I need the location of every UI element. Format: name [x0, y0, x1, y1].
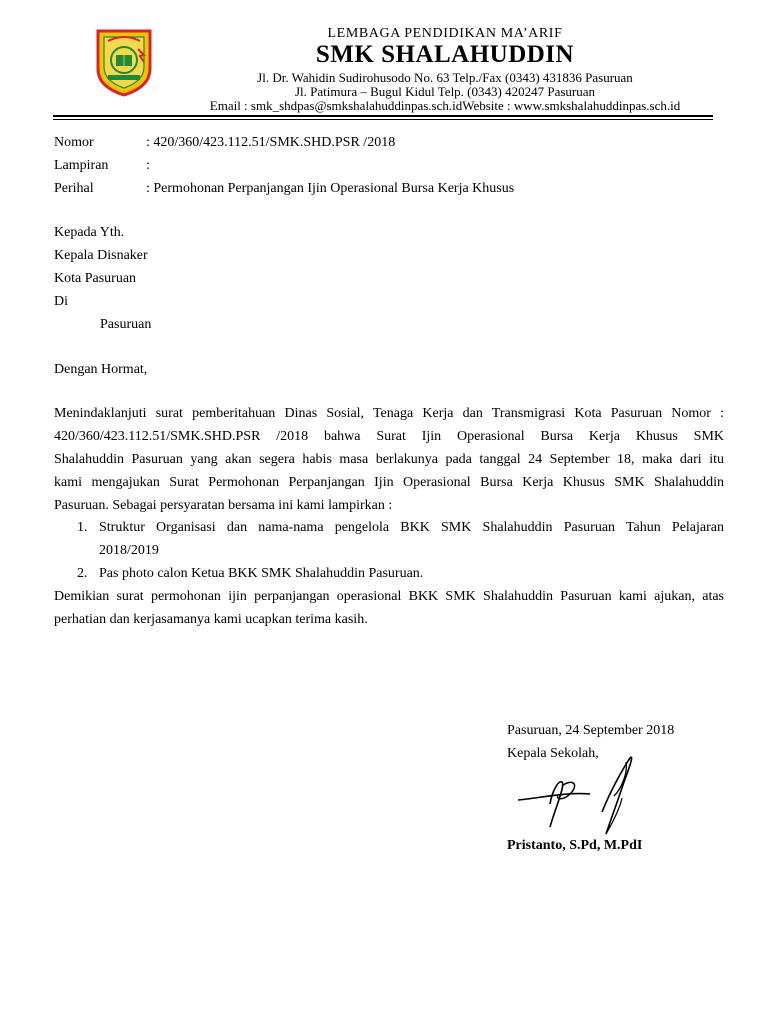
letterhead-divider-thin	[53, 119, 713, 120]
list-number: 2.	[77, 566, 88, 581]
address-line-2: Jl. Patimura – Bugul Kidul Telp. (0343) 420247 Pasuruan	[295, 84, 595, 99]
greeting: Dengan Hormat,	[54, 362, 148, 377]
perihal-label: Perihal	[54, 181, 94, 196]
list-item-line: Struktur Organisasi dan nama-nama pengelola BKK SMK Shalahuddin Pasuruan Tahun Pelajaran	[99, 520, 724, 535]
recipient-line: Kepada Yth.	[54, 225, 125, 240]
list-item-line: 2018/2019	[99, 543, 159, 558]
letterhead-divider	[53, 115, 713, 117]
school-name: SMK SHALAHUDDIN	[315, 41, 575, 68]
paragraph-line: Menindaklanjuti surat pemberitahuan Dinas Sosial, Tenaga Kerja dan Transmigrasi Kota Pasuruan Nomor :	[54, 406, 724, 421]
lampiran-label: Lampiran	[54, 158, 109, 173]
recipient-city: Pasuruan	[100, 317, 152, 332]
nomor-label: Nomor	[54, 135, 94, 150]
paragraph-line: Shalahuddin Pasuruan yang akan segera habis masa berlakunya pada tanggal 24 September 18, maka dari itu	[54, 452, 724, 467]
institution-name: LEMBAGA PENDIDIKAN MA’ARIF	[327, 26, 563, 41]
paragraph-line: Demikian surat permohonan ijin perpanjangan operasional BKK SMK Shalahuddin Pasuruan kami ajukan, atas	[54, 589, 724, 604]
list-item	[99, 516, 724, 562]
signer-position: Kepala Sekolah,	[507, 746, 599, 761]
recipient-line: Kota Pasuruan	[54, 271, 137, 286]
body-paragraph	[54, 402, 724, 517]
paragraph-line: perhatian dan kerjasamanya kami ucapkan terima kasih.	[54, 612, 368, 627]
place-date: Pasuruan, 24 September 2018	[507, 723, 675, 738]
paragraph-line: Pasuruan. Sebagai persyaratan bersama ini kami lampirkan :	[54, 498, 393, 513]
lampiran-value: :	[146, 158, 150, 173]
paragraph-line: kami mengajukan Surat Permohonan Perpanjangan Ijin Operasional Bursa Kerja Khusus SMK Shalahuddin	[54, 475, 724, 490]
signer-name: Pristanto, S.Pd, M.PdI	[507, 838, 643, 853]
list-number: 1.	[77, 520, 88, 535]
perihal-value: : Permohonan Perpanjangan Ijin Operasional Bursa Kerja Khusus	[146, 181, 515, 196]
recipient-line: Kepala Disnaker	[54, 248, 148, 263]
list-item	[99, 562, 724, 585]
address-line-1: Jl. Dr. Wahidin Sudirohusodo No. 63 Telp./Fax (0343) 431836 Pasuruan	[257, 70, 633, 85]
list-item-line: Pas photo calon Ketua BKK SMK Shalahuddin Pasuruan.	[99, 566, 424, 581]
school-logo	[94, 27, 154, 97]
paragraph-line: 420/360/423.112.51/SMK.SHD.PSR /2018 bahwa Surat Ijin Operasional Bursa Kerja Khusus SMK	[54, 429, 724, 444]
recipient-line: Di	[54, 294, 68, 309]
nomor-value: : 420/360/423.112.51/SMK.SHD.PSR /2018	[146, 135, 396, 150]
closing-paragraph	[54, 585, 724, 631]
contact-line: Email : smk_shdpas@smkshalahuddinpas.sch.idWebsite : www.smkshalahuddinpas.sch.id	[209, 98, 681, 113]
